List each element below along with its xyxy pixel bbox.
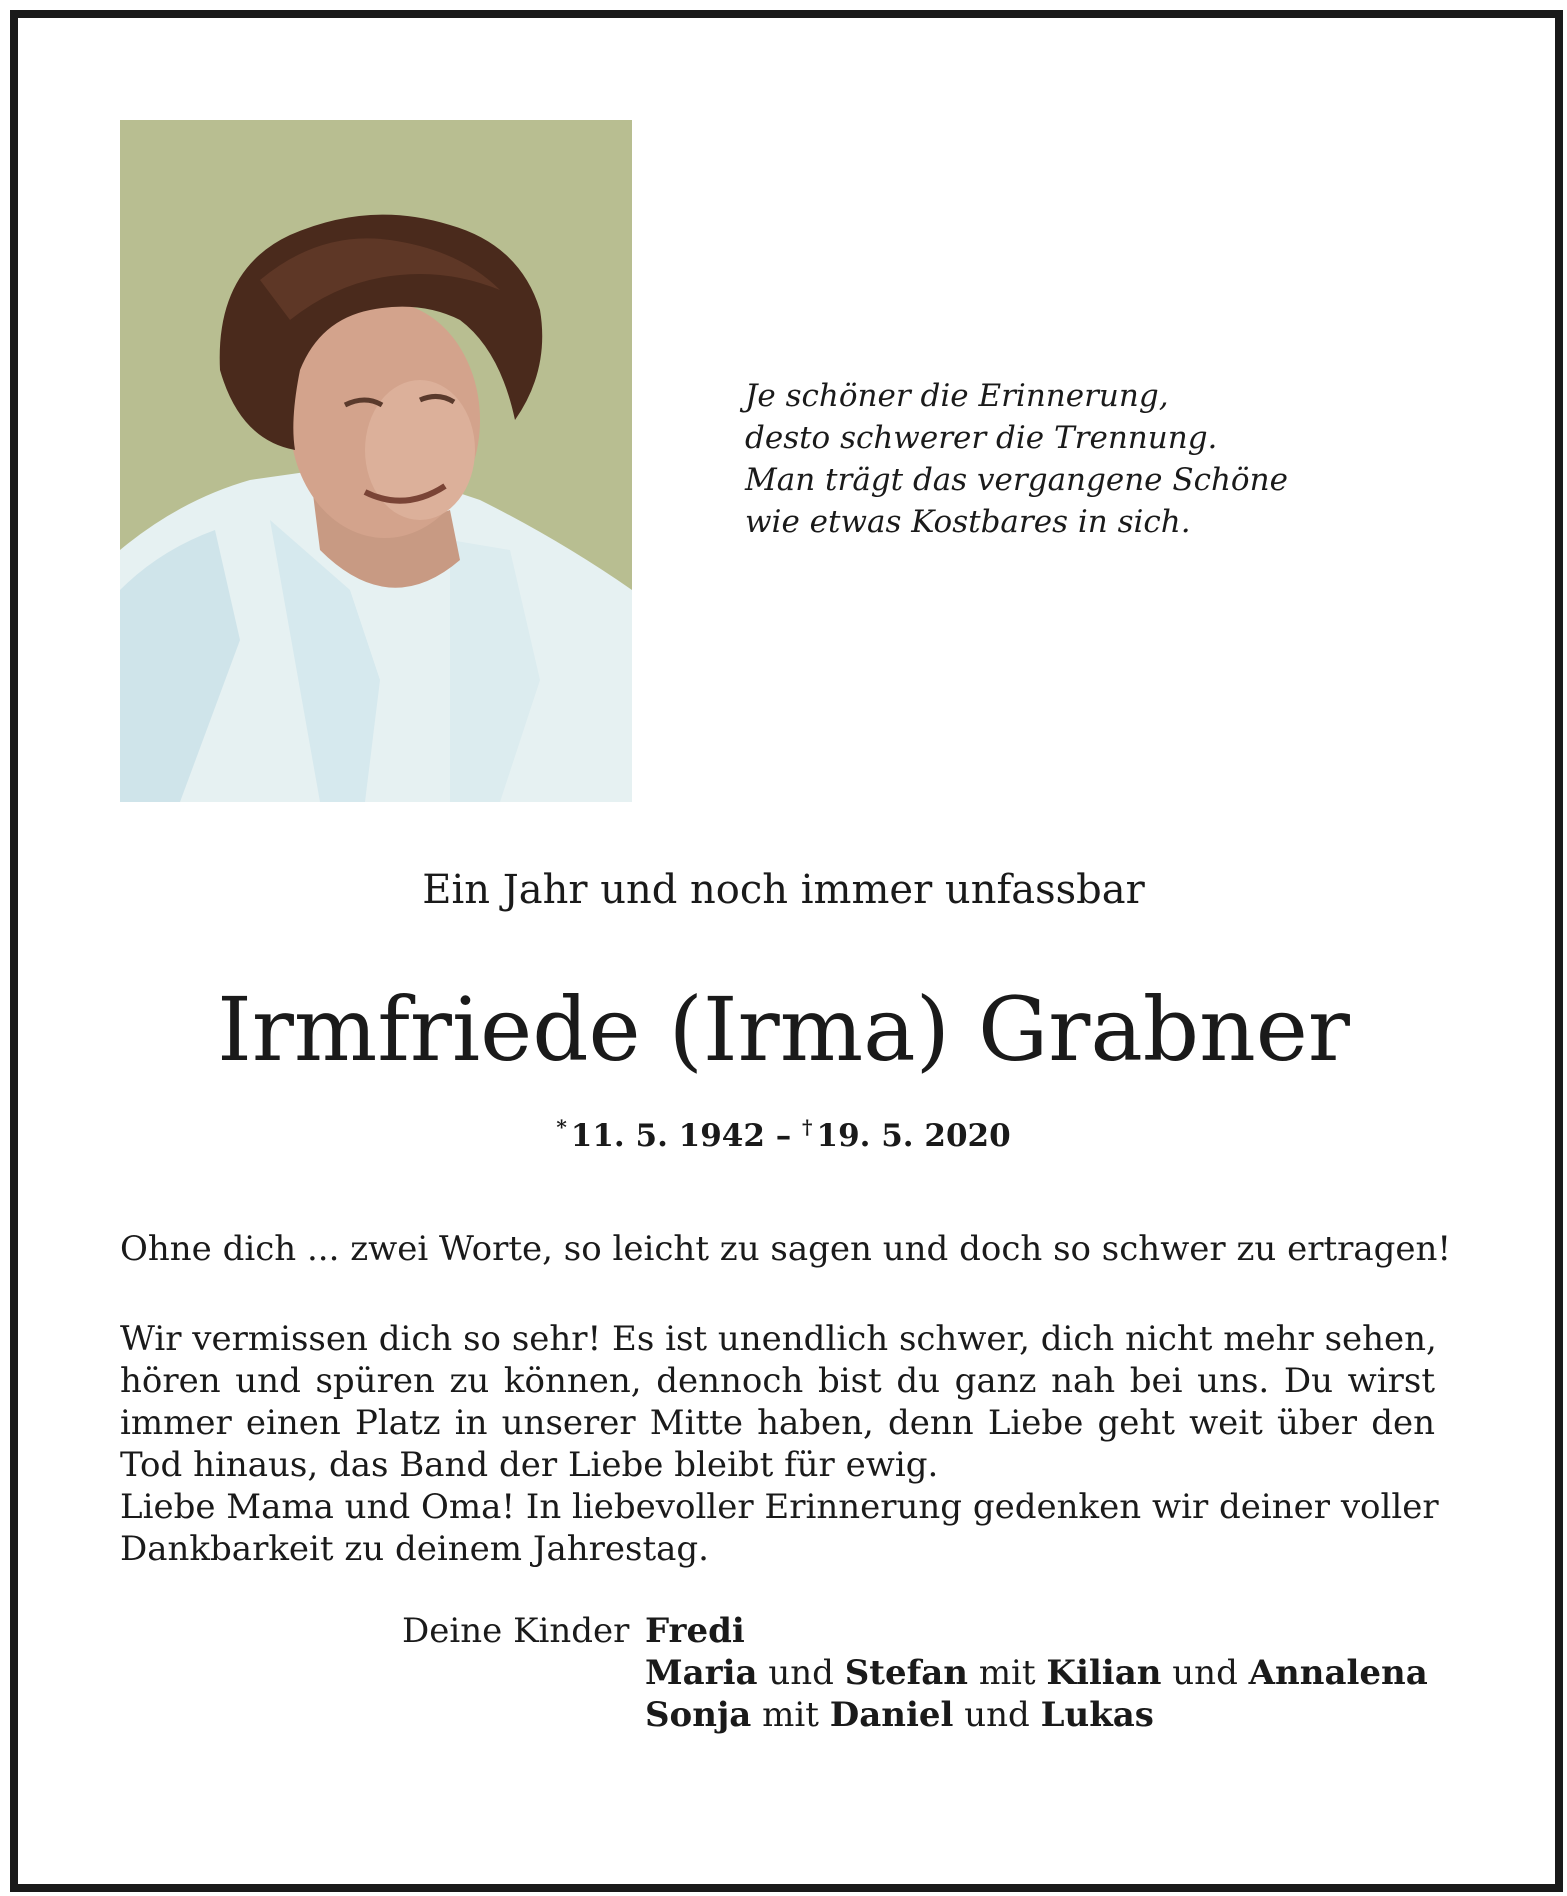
portrait-image — [120, 120, 632, 802]
quote-line: Man trägt das vergangene Schöne — [745, 462, 1288, 498]
birth-symbol: * — [556, 1115, 567, 1139]
quote-line: wie etwas Kostbares in sich. — [745, 504, 1191, 540]
portrait-photo — [120, 120, 632, 802]
family-name: Stefan — [844, 1653, 968, 1693]
family-name: Lukas — [1040, 1695, 1154, 1735]
connector: mit — [762, 1695, 819, 1735]
date-separator: – — [764, 1118, 803, 1154]
paragraph-line: hören und spüren zu können, dennoch bist du ganz nah bei uns. Du wirst — [120, 1361, 1435, 1401]
paragraph-line: Dankbarkeit zu deinem Jahrestag. — [120, 1529, 709, 1569]
signature-row — [645, 1610, 1428, 1652]
death-symbol: † — [802, 1115, 813, 1139]
signature-intro: Deine Kinder — [402, 1611, 630, 1651]
family-name: Kilian — [1046, 1653, 1162, 1693]
paragraph-line: immer einen Platz in unserer Mitte haben, denn Liebe geht weit über den — [120, 1403, 1435, 1443]
life-dates — [0, 1105, 1567, 1158]
death-date: 19. 5. 2020 — [816, 1118, 1011, 1154]
connector: und — [964, 1695, 1030, 1735]
family-name: Annalena — [1248, 1653, 1428, 1693]
family-name: Sonja — [645, 1695, 752, 1735]
quote-line: Je schöner die Erinnerung, — [745, 378, 1169, 414]
family-name: Maria — [645, 1653, 758, 1693]
opening-paragraph: Ohne dich ... zwei Worte, so leicht zu sagen und doch so schwer zu ertragen! — [120, 1229, 1452, 1269]
signature-row — [645, 1652, 1428, 1694]
signature-row — [645, 1694, 1428, 1736]
family-name: Fredi — [645, 1611, 745, 1651]
family-name: Daniel — [829, 1695, 954, 1735]
subtitle: Ein Jahr und noch immer unfassbar — [422, 867, 1145, 913]
memorial-quote — [745, 375, 1365, 543]
signature-names — [645, 1610, 1428, 1736]
connector: und — [768, 1653, 834, 1693]
birth-date: 11. 5. 1942 — [570, 1118, 765, 1154]
connector: mit — [978, 1653, 1036, 1693]
main-paragraph — [120, 1318, 1439, 1570]
paragraph-line: Liebe Mama und Oma! In liebevoller Erinnerung gedenken wir deiner voller — [120, 1487, 1439, 1527]
paragraph-line: Tod hinaus, das Band der Liebe bleibt für ewig. — [120, 1445, 939, 1485]
connector: und — [1172, 1653, 1238, 1693]
deceased-name: Irmfriede (Irma) Grabner — [217, 978, 1350, 1081]
quote-line: desto schwerer die Trennung. — [745, 420, 1218, 456]
paragraph-line: Wir vermissen dich so sehr! Es ist unendlich schwer, dich nicht mehr sehen, — [120, 1319, 1437, 1359]
